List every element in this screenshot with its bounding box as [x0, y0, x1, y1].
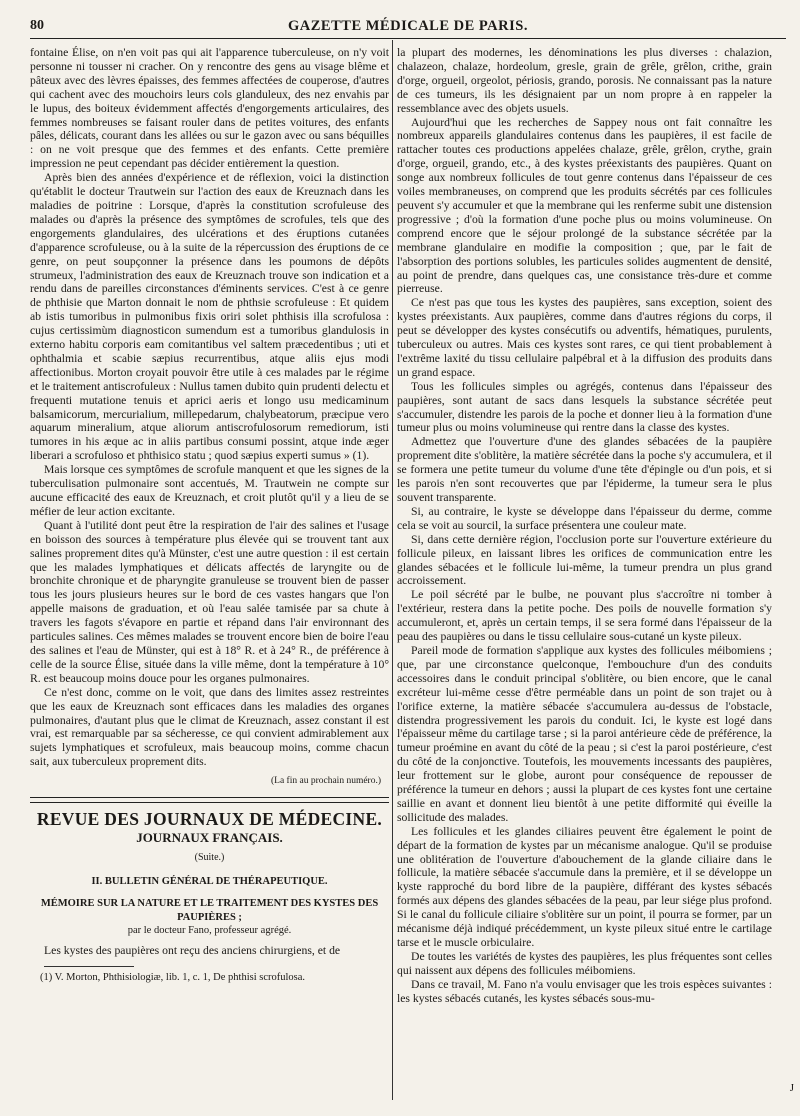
- footnote: (1) V. Morton, Phthisiologiæ, lib. 1, c. 1, De phthisi scrofulosa.: [40, 972, 306, 984]
- review-title: REVUE DES JOURNAUX DE MÉDECINE.: [36, 809, 383, 830]
- footnote-rule: [44, 966, 134, 967]
- body-paragraph: Pareil mode de formation s'applique aux kystes des follicules méibomiens ; que, par une circonstance quelconque, l'embouchure d'un des conduits accessoires dans le conduit principal s'oblitère, ou bien encore, que le canal excréteur lui-même cesse d'être perméable dans un point de son trajet ou à l'orifice externe, la matière sébacée s'accumulera au-dessus de l'obstacle, distendra progressivement les parois du conduit. Ici, le kyste est logé dans l'épaisseur même du cartilage tarse ; si la paroi antérieure cède de préférence, la tumeur proémine en avant du côté de la peau ; si c'est la paroi postérieure, c'est du côté de la conjonctive. Toutefois, les mouvements incessants des paupières, leur frottement sur le globe, auront pour conséquence de repousser de préférence la tumeur en dehors ; aussi la plupart de ces kystes font une certaine saillie en avant et donnent lieu bientôt à une petite difformité qui éveille la sollicitude des malades.: [397, 643, 772, 824]
- body-paragraph: Les follicules et les glandes ciliaires peuvent être également le point de départ de la formation de kystes par un mécanisme analogue. Qu'il se produise une oblitération de l'ouverture d'abouchement de la glande ciliaire dans le follicule, la matière sébacée s'accumule dans la première, et il se développe un kyste rapproché du bord libre de la paupière, différant des kystes sébacés formés aux dépens des glandes sébacées de la peau, par leur siége plus profond. Si le canal du follicule ciliaire s'oblitère sur un point, il pourra se former, par un mécanisme déjà indiqué précédemment, un kyste pileux situé entre le cartilage tarse et le muscle orbiculaire.: [397, 824, 772, 949]
- body-paragraph: Ce n'est donc, comme on le voit, que dans des limites assez restreintes que les eaux de Kreuznach sont efficaces dans les maladies des organes pulmonaires, d'autant plus que le climat de Kreuznach, assez constant il est vrai, est remarquable par sa sécheresse, ce qui convient admirablement aux sujets lymphatiques et scrofuleux, mais beaucoup moins, comme chacun sait, aux tuberculeux proprement dits.: [30, 685, 389, 769]
- body-paragraph: Mais lorsque ces symptômes de scrofule manquent et que les signes de la tuberculisation pulmonaire sont accentués, M. Trautwein ne compte sur aucune efficacité des eaux de Kreuznach, et croit plutôt qu'il y a lieu de se méfier de leur action excitante.: [30, 463, 389, 518]
- body-paragraph: Si, dans cette dernière région, l'occlusion porte sur l'ouverture extérieure du follicule pileux, en laissant libres les orifices de communication entre les glandes sébacées et le follicule lui-même, la tumeur prendra un plus grand accroissement.: [397, 532, 772, 588]
- body-paragraph: la plupart des modernes, les dénominations les plus diverses : chalazion, chalazeon, chalaze, hordeolum, gresle, grain de grêle, grêlon, crithe, grain d'orge, orgueil, orgeolot, périosis, grando, porosis. Ne connaissant pas la nature de ces tumeurs, ils les désignaient par un nom propre à en rappeler la ressemblance avec des objets usuels.: [397, 46, 772, 115]
- body-paragraph: Si, au contraire, le kyste se développe dans l'épaisseur du derme, comme cela se voit au sourcil, la surface présentera une couleur mate.: [397, 504, 772, 532]
- right-column: [397, 46, 772, 1006]
- memoire-author: par le docteur Fano, professeur agrégé.: [127, 925, 292, 937]
- body-paragraph: fontaine Élise, on n'en voit pas qui ait l'apparence tuberculeuse, on n'y voit personne ni tousser ni cracher. On y rencontre des gens au visage blême et pâteux avec des lèvres épaisses, des femmes affectées de couperose, d'autres qui cachent avec des mouchoirs leurs cols glanduleux, des nez envahis par le lupus, des boiteux évidemment affectés d'engorgements articulaires, des femmes nombreuses se faisant rouler dans de petites voitures, des enfants pâles, délicats, courant dans les allées ou sur le gazon avec ou sans béquilles : on ne voit presque que des femmes et des enfants. Cette première impression ne peut cependant pas décider entièrement la question.: [30, 46, 389, 171]
- page-header: [30, 14, 786, 40]
- body-paragraph: Aujourd'hui que les recherches de Sappey nous ont fait connaître les nombreux appareils glandulaires contenus dans les paupières, il est facile de rattacher toutes ces productions appelées chalaze, grêle, grêlon, crythe, grain d'orge, orgueil, grando, etc., à des kystes préexistants des paupières. Quant on songe aux nombreux follicules de tout genre contenus dans l'épaisseur de ces voiles membraneuses, on comprend que les produits sécrétés par ces follicules peuvent s'y accumuler et que la membrane qui les renferme subit une distension progressive ; d'où la formation d'une poche plus ou moins volumineuse. On comprend encore que le séjour prolongé de la substance sécrétée par la membrane glandulaire en modifie la composition ; que, par le fait de l'absorption des portions solubles, les particules solides augmentent de densité, au point de prendre, dans quelques cas, une consistance très-dure et comme pierreuse.: [397, 115, 772, 296]
- suite-label: (Suite.): [194, 851, 225, 863]
- body-paragraph: Admettez que l'ouverture d'une des glandes sébacées de la paupière proprement dite s'oblitère, la matière sécrétée dans la poche s'y accumulera, et il se formera une petite tumeur du volume d'une tête d'épingle ou d'un pois, et si les parois n'en sont recouvertes que par l'épiderme, la tumeur sera le plus souvent transparente.: [397, 435, 772, 504]
- continuation-note: (La fin au prochain numéro.): [271, 776, 381, 787]
- body-paragraph: Après bien des années d'expérience et de réflexion, voici la distinction qu'établit le docteur Trautwein sur l'action des eaux de Kreuznach dans les maladies de poitrine : Lorsque, d'après la constitution scrofuleuse des malades ou d'après la présence des symptômes de scrofules, tels que des engorgements glandulaires, des ulcérations et des éruptions cutanées d'apparence scrofuleuse, ou à la suite de la répercussion des éruptions de ce genre, on peut soupçonner la présence dans les poumons de dépôts strumeux, l'administration des eaux de Kreuznach trouve son indication et a rendu dans de pareilles circonstances d'éminents services. C'est à ce genre de phthisie que Marton donnait le nom de phthsie scrofuleuse : Et quidem ab istis tumoribus in pulmonibus fixis oriri solet phthisis illa scrofulosa : cujus certissimùm diagnosticon sumendum est a tumoribus glandulosis in externo habitu corporis eam comitantibus vel saltem præcedentibus ; uti et ophthalmia et scabie sæpius recurrentibus, atque aliis ejus modi affectionibus. Morton croyait pouvoir être utile à ces malades par le régime et le traitement antiscrofuleux : Nullus tamen dubito quin prudenti delectu et frequenti mutatione tenuis et aprici aeris et longo usu medicaminum balsamicorum, mercurialium, millepedarum, chalybeatorum, præcipue vero aquarum mineralium, atque aliorum antiscrofulosorum remediorum, isti tumores in his æque ac in aliis partibus consumi possint, atque inde æger liberari a scrofuloso et phthisico statu ; quod sæpius experti sumus » (1).: [30, 171, 389, 463]
- body-paragraph: De toutes les variétés de kystes des paupières, les plus fréquentes sont celles qui naissent aux dépens des follicules méibomiens.: [397, 949, 772, 977]
- column-divider: [392, 40, 393, 1100]
- review-subtitle: JOURNAUX FRANÇAIS.: [136, 829, 283, 845]
- left-column: [30, 46, 389, 985]
- section-rule: [30, 797, 389, 803]
- memoire-heading: [30, 897, 389, 939]
- journal-title: GAZETTE MÉDICALE DE PARIS.: [288, 18, 528, 34]
- body-paragraph: Ce n'est pas que tous les kystes des paupières, sans exception, soient des kystes préexistants. Aux paupières, comme dans d'autres régions du corps, il peut se développer des kystes consécutifs ou adventifs, hématiques, purulents, tuberculeux ou autres. Mais ces kystes sont rares, ce qui tient probablement à l'extrême laxité du tissu cellulaire palpébral et à la diffusion des produits dans un grand espace.: [397, 296, 772, 379]
- page-number: 80: [30, 18, 44, 33]
- body-paragraph: Les kystes des paupières ont reçu des anciens chirurgiens, et de: [44, 944, 341, 958]
- body-paragraph: Quant à l'utilité dont peut être la respiration de l'air des salines et l'usage en boisson des sources à température plus élevée qui se trouvent tant aux salines proprement dites qu'à Münster, c'est une autre question : il est certain que les malades lymphatiques et délicats affectés de laryngite ou de bronchite chronique et de pharyngite granuleuse se trouvent bien de passer tous les jours plusieurs heures sur le bord de ces vastes hangars que l'on appelle maisons de graduation, et où l'eau salée tamisée par sa chute à travers les fagots s'évapore en partie et répand dans l'air environnant des particules salines. Ces mêmes malades se trouvent encore bien de boire l'eau des salines et l'eau de Münster, qui est à 18° R. et à 24° R., de préférence à celle de la source Élise, située dans la ville même, dont la température à 10° R. est beaucoup moins douce pour les organes pulmonaires.: [30, 518, 389, 685]
- body-paragraph: Le poil sécrété par le bulbe, ne pouvant plus s'accroître ni tomber à l'extérieur, restera dans la petite poche. Des poils de nouvelle formation s'y accumuleront, et, après un certain temps, il se sera formé dans l'épaisseur de la peau des paupières ou dans le tissu cellulaire sous-cutané un kyste pileux.: [397, 588, 772, 644]
- body-paragraph: Dans ce travail, M. Fano n'a voulu envisager que les trois espèces suivantes : les kystes sébacés cutanés, les kystes sébacés sous-mu-: [397, 977, 772, 1005]
- header-rule: [30, 38, 786, 39]
- corner-mark: J: [789, 1082, 794, 1094]
- bulletin-heading: II. BULLETIN GÉNÉRAL DE THÉRAPEUTIQUE.: [91, 875, 328, 887]
- memoire-title: MÉMOIRE SUR LA NATURE ET LE TRAITEMENT DES KYSTES DES PAUPIÈRES ;: [40, 897, 379, 923]
- body-paragraph: Tous les follicules simples ou agrégés, contenus dans l'épaisseur des paupières, sont autant de sacs dans lesquels la substance sécrétée peut s'accumuler, distendre les parois de la poche et donner lieu à la formation d'une tumeur plus ou moins volumineuse qui rentre dans la classe des kystes.: [397, 379, 772, 435]
